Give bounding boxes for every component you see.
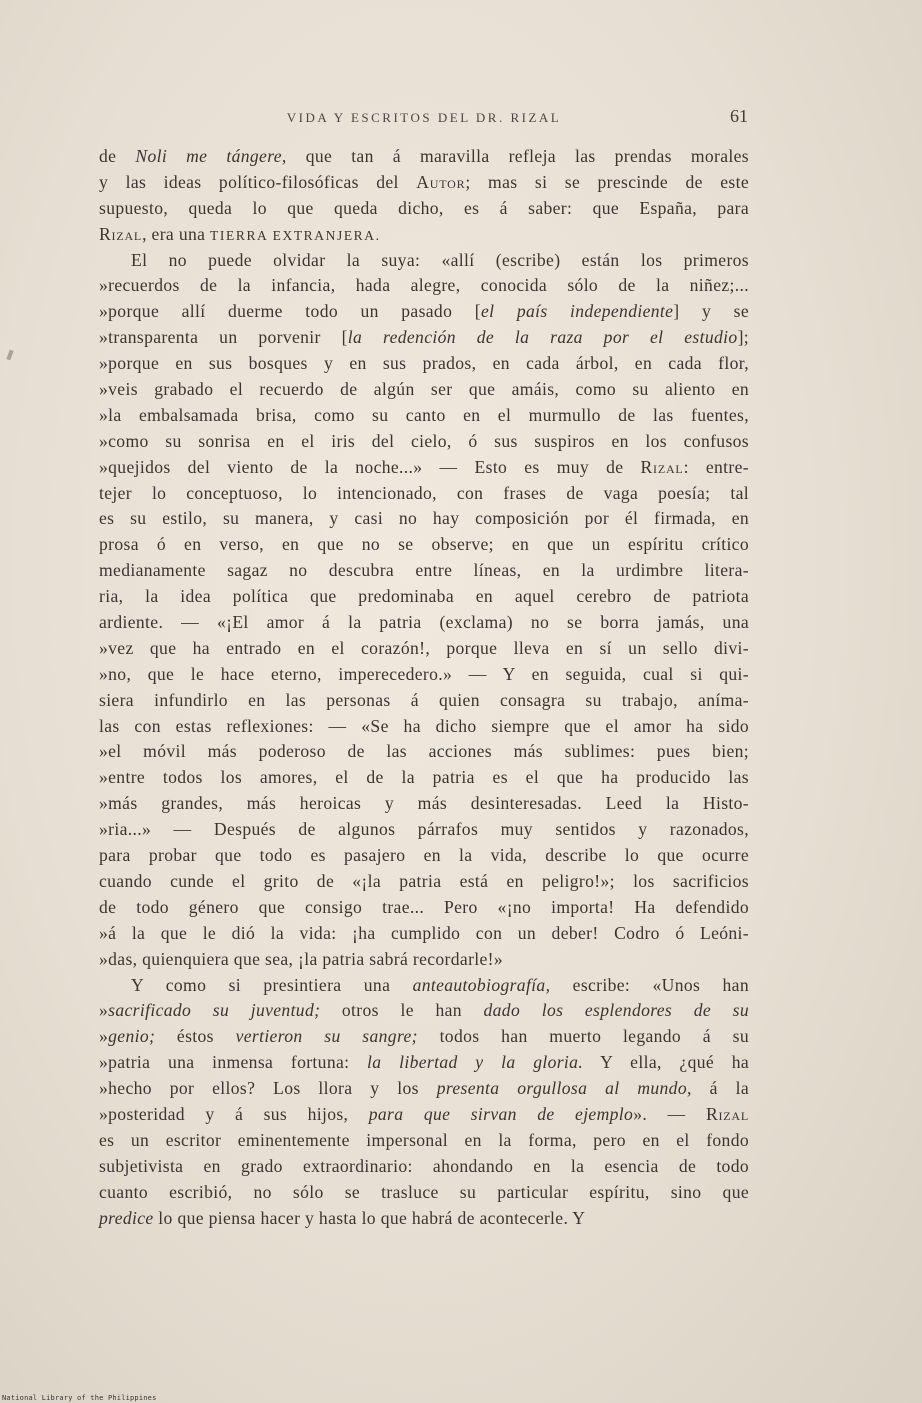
text-line	[99, 791, 749, 817]
text-line	[99, 714, 749, 740]
text-run: »porque allí duerme todo un pasado [	[99, 301, 481, 322]
italic-text: vertieron su sangre;	[235, 1026, 418, 1047]
text-line	[99, 921, 749, 947]
text-line	[99, 1180, 749, 1206]
small-caps-text: TIERRA EXTRANJERA.	[210, 227, 381, 243]
text-run: »ria...» — Después de algunos párrafos muy sentidos y razonados,	[99, 819, 749, 840]
text-line	[99, 610, 749, 636]
text-line	[99, 558, 749, 584]
text-run: »el móvil más poderoso de las acciones más sublimes: pues bien;	[99, 741, 749, 762]
small-caps-text: Rizal	[640, 456, 684, 477]
text-line	[99, 1024, 749, 1050]
text-run: ] y se	[673, 301, 749, 322]
text-run: »	[99, 1026, 109, 1047]
text-line	[99, 170, 749, 196]
text-run: siera infundirlo en las personas á quien consagra su trabajo, aníma-	[99, 689, 749, 710]
page-header	[100, 106, 748, 130]
text-run: ; mas si se prescinde de este	[465, 171, 750, 192]
text-line	[99, 222, 749, 248]
body-text	[99, 144, 749, 1231]
text-run: supuesto, queda lo que queda dicho, es á saber: que España, para	[99, 197, 749, 218]
text-line	[99, 869, 749, 895]
text-run: »á la que le dió la vida: ¡ha cumplido con un deber! Codro ó Leóni-	[99, 922, 749, 943]
text-run: Y como si presintiera una	[131, 974, 413, 995]
text-run: tejer lo conceptuoso, lo intencionado, con frases de vaga poesía; tal	[99, 482, 749, 503]
text-run: es su estilo, su manera, y casi no hay composición por él firmada, en	[99, 508, 749, 529]
text-line	[99, 1050, 749, 1076]
text-run: para probar que todo es pasajero en la vida, describe lo que ocurre	[99, 845, 749, 866]
text-run: »no, que le hace eterno, imperecedero.» — Y en seguida, cual si qui-	[99, 663, 749, 684]
text-run: cuanto escribió, no sólo se trasluce su particular espíritu, sino que	[99, 1181, 749, 1202]
text-run: »patria una inmensa fortuna:	[99, 1052, 368, 1073]
italic-text: la libertad y la gloria.	[367, 1052, 584, 1073]
text-run: todos han muerto legando á su	[417, 1026, 749, 1047]
text-run: lo que piensa hacer y hasta lo que habrá de acontecerle. Y	[153, 1207, 586, 1228]
text-line	[99, 144, 749, 170]
text-line	[99, 765, 749, 791]
text-line	[99, 273, 749, 299]
italic-text: genio;	[108, 1026, 156, 1047]
small-caps-text: Rizal	[99, 223, 143, 244]
text-run: »vez que ha entrado en el corazón!, porque lleva en sí un sello divi-	[99, 637, 749, 658]
text-run: El no puede olvidar la suya: «allí (escribe) están los primeros	[131, 249, 749, 270]
text-run: subjetivista en grado extraordinario: ahondando en la esencia de todo	[99, 1155, 749, 1176]
text-run: de	[99, 146, 136, 166]
text-run: : entre-	[683, 456, 749, 477]
italic-text: presenta orgullosa al mundo,	[436, 1078, 692, 1099]
text-run: cuando cunde el grito de «¡la patria está en peligro!»; los sacrificios	[99, 870, 749, 891]
text-run: »quejidos del viento de la noche...» — Esto es muy de	[99, 456, 641, 477]
text-line	[99, 325, 749, 351]
text-line	[99, 817, 749, 843]
text-line	[99, 662, 749, 688]
text-line	[99, 248, 749, 274]
text-run: »la embalsamada brisa, como su canto en el murmullo de las fuentes,	[99, 404, 749, 425]
text-line	[99, 481, 749, 507]
italic-text: dado los esplendores de su	[483, 1000, 749, 1021]
italic-text: predice	[99, 1207, 154, 1228]
text-line	[99, 196, 749, 222]
text-run: »das, quienquiera que sea, ¡la patria sabrá recordarle!»	[99, 948, 504, 969]
text-line	[99, 403, 749, 429]
text-run: ];	[737, 327, 750, 348]
text-line	[99, 584, 749, 610]
text-run: »hecho por ellos? Los llora y los	[99, 1078, 437, 1099]
text-line	[99, 429, 749, 455]
text-run: escribe: «Unos han	[550, 974, 749, 995]
text-run: »entre todos los amores, el de la patria es el que ha producido las	[99, 767, 749, 788]
running-title: VIDA Y ESCRITOS DEL DR. RIZAL	[286, 110, 562, 125]
text-line	[99, 1128, 749, 1154]
text-line	[99, 843, 749, 869]
text-run: »como su sonrisa en el iris del cielo, ó sus suspiros en los confusos	[99, 430, 749, 451]
footer-credit: National Library of the Philippines	[2, 1394, 157, 1402]
text-run: »posteridad y á sus hijos,	[99, 1103, 369, 1124]
text-run: ardiente. — «¡El amor á la patria (exclama) no se borra jamás, una	[99, 612, 749, 633]
text-line	[99, 998, 749, 1024]
text-run: ria, la idea política que predominaba en aquel cerebro de patriota	[99, 586, 749, 607]
text-run: prosa ó en verso, en que no se observe; en que un espíritu crítico	[99, 534, 749, 555]
page-number: 61	[730, 106, 748, 126]
text-run: que tan á maravilla refleja las prendas morales	[286, 146, 749, 166]
italic-text: el país independiente	[480, 301, 674, 322]
text-run: es un escritor eminentemente impersonal en la forma, pero en el fondo	[99, 1129, 749, 1150]
italic-text: anteautobiografía,	[412, 974, 551, 995]
text-line	[99, 947, 749, 973]
text-line	[99, 636, 749, 662]
text-line	[99, 299, 749, 325]
text-run: y las ideas político-filosóficas del	[99, 171, 417, 192]
text-run: »porque en sus bosques y en sus prados, en cada árbol, en cada flor,	[99, 353, 749, 374]
text-line	[99, 506, 749, 532]
text-run: éstos	[155, 1026, 236, 1047]
text-line	[99, 1076, 749, 1102]
text-run: otros le han	[320, 1000, 484, 1021]
italic-text: la redención de la raza por el estudio	[347, 327, 738, 348]
text-line	[99, 1206, 749, 1232]
text-run: »más grandes, más heroicas y más desinteresadas. Leed la Histo-	[99, 793, 749, 814]
text-run: ». —	[633, 1103, 706, 1124]
text-run: »recuerdos de la infancia, hada alegre, conocida sólo de la niñez;...	[99, 275, 749, 296]
text-line	[99, 973, 749, 999]
text-line	[99, 895, 749, 921]
text-line	[99, 1154, 749, 1180]
margin-mark	[6, 350, 13, 361]
text-run: »	[99, 1000, 109, 1021]
small-caps-text: Rizal	[705, 1103, 749, 1124]
text-line	[99, 1102, 749, 1128]
text-run: medianamente sagaz no descubra entre líneas, en la urdimbre litera-	[99, 560, 749, 581]
text-line	[99, 532, 749, 558]
text-run: »veis grabado el recuerdo de algún ser que amáis, como su aliento en	[99, 379, 749, 400]
text-line	[99, 739, 749, 765]
italic-text: para que sirvan de ejemplo	[368, 1103, 634, 1124]
small-caps-text: Autor	[416, 171, 466, 192]
text-line	[99, 688, 749, 714]
text-line	[99, 377, 749, 403]
italic-text: sacrificado su juventud;	[108, 1000, 321, 1021]
text-run: las con estas reflexiones: — «Se ha dicho siempre que el amor ha sido	[99, 715, 749, 736]
text-run: de todo género que consigo trae... Pero «¡no importa! Ha defendido	[99, 896, 749, 917]
text-line	[99, 351, 749, 377]
text-run: Y ella, ¿qué ha	[583, 1052, 750, 1073]
text-run: á la	[691, 1078, 749, 1099]
text-run: , era una	[142, 223, 211, 244]
text-line	[99, 455, 749, 481]
italic-text: Noli me tángere,	[135, 146, 287, 166]
text-run: »transparenta un porvenir [	[99, 327, 348, 348]
